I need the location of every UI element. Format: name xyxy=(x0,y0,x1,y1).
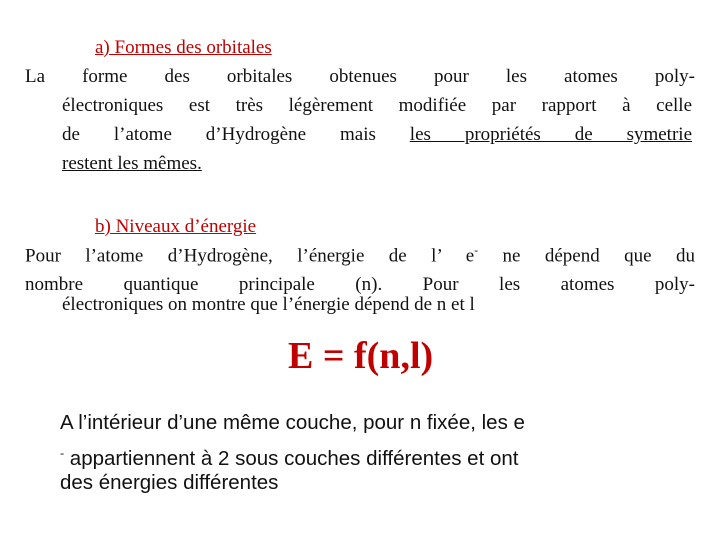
note-line-3: des énergies différentes xyxy=(60,471,279,494)
electron-superscript: - xyxy=(60,446,65,460)
section-a-line-4: restent les mêmes. xyxy=(62,153,202,174)
section-b-heading: b) Niveaux d’énergie xyxy=(95,216,257,237)
symmetry-properties-underlined: les propriétés de symetrie xyxy=(409,124,693,145)
electron-superscript: - xyxy=(474,245,479,257)
section-a-line-2: électroniques est très légèrement modifiée par rapport à celle xyxy=(62,95,692,116)
section-a-line-3-text: de l’atome d’Hydrogène mais xyxy=(62,124,410,145)
section-a-line-1: La forme des orbitales obtenues pour les atomes poly- xyxy=(25,66,695,87)
section-a-line-3 xyxy=(62,124,692,146)
section-b-line-1 xyxy=(25,245,695,267)
section-b-line-1-text: Pour l’atome d’Hydrogène, l’énergie de l’ e xyxy=(25,245,475,267)
note-line-2-text: appartiennent à 2 sous couches différentes et ont xyxy=(64,446,519,470)
note-line-1: A l’intérieur d’une même couche, pour n fixée, les e xyxy=(60,411,525,434)
section-b-line-1-end: ne dépend que du xyxy=(478,245,695,267)
section-b-line-2: nombre quantique principale (n). Pour les atomes poly- xyxy=(25,274,695,295)
section-a-heading: a) Formes des orbitales xyxy=(95,37,272,58)
energy-formula: E = f(n,l) xyxy=(288,335,434,377)
section-b-line-3: électroniques on montre que l’énergie dépend de n et l xyxy=(62,294,475,315)
